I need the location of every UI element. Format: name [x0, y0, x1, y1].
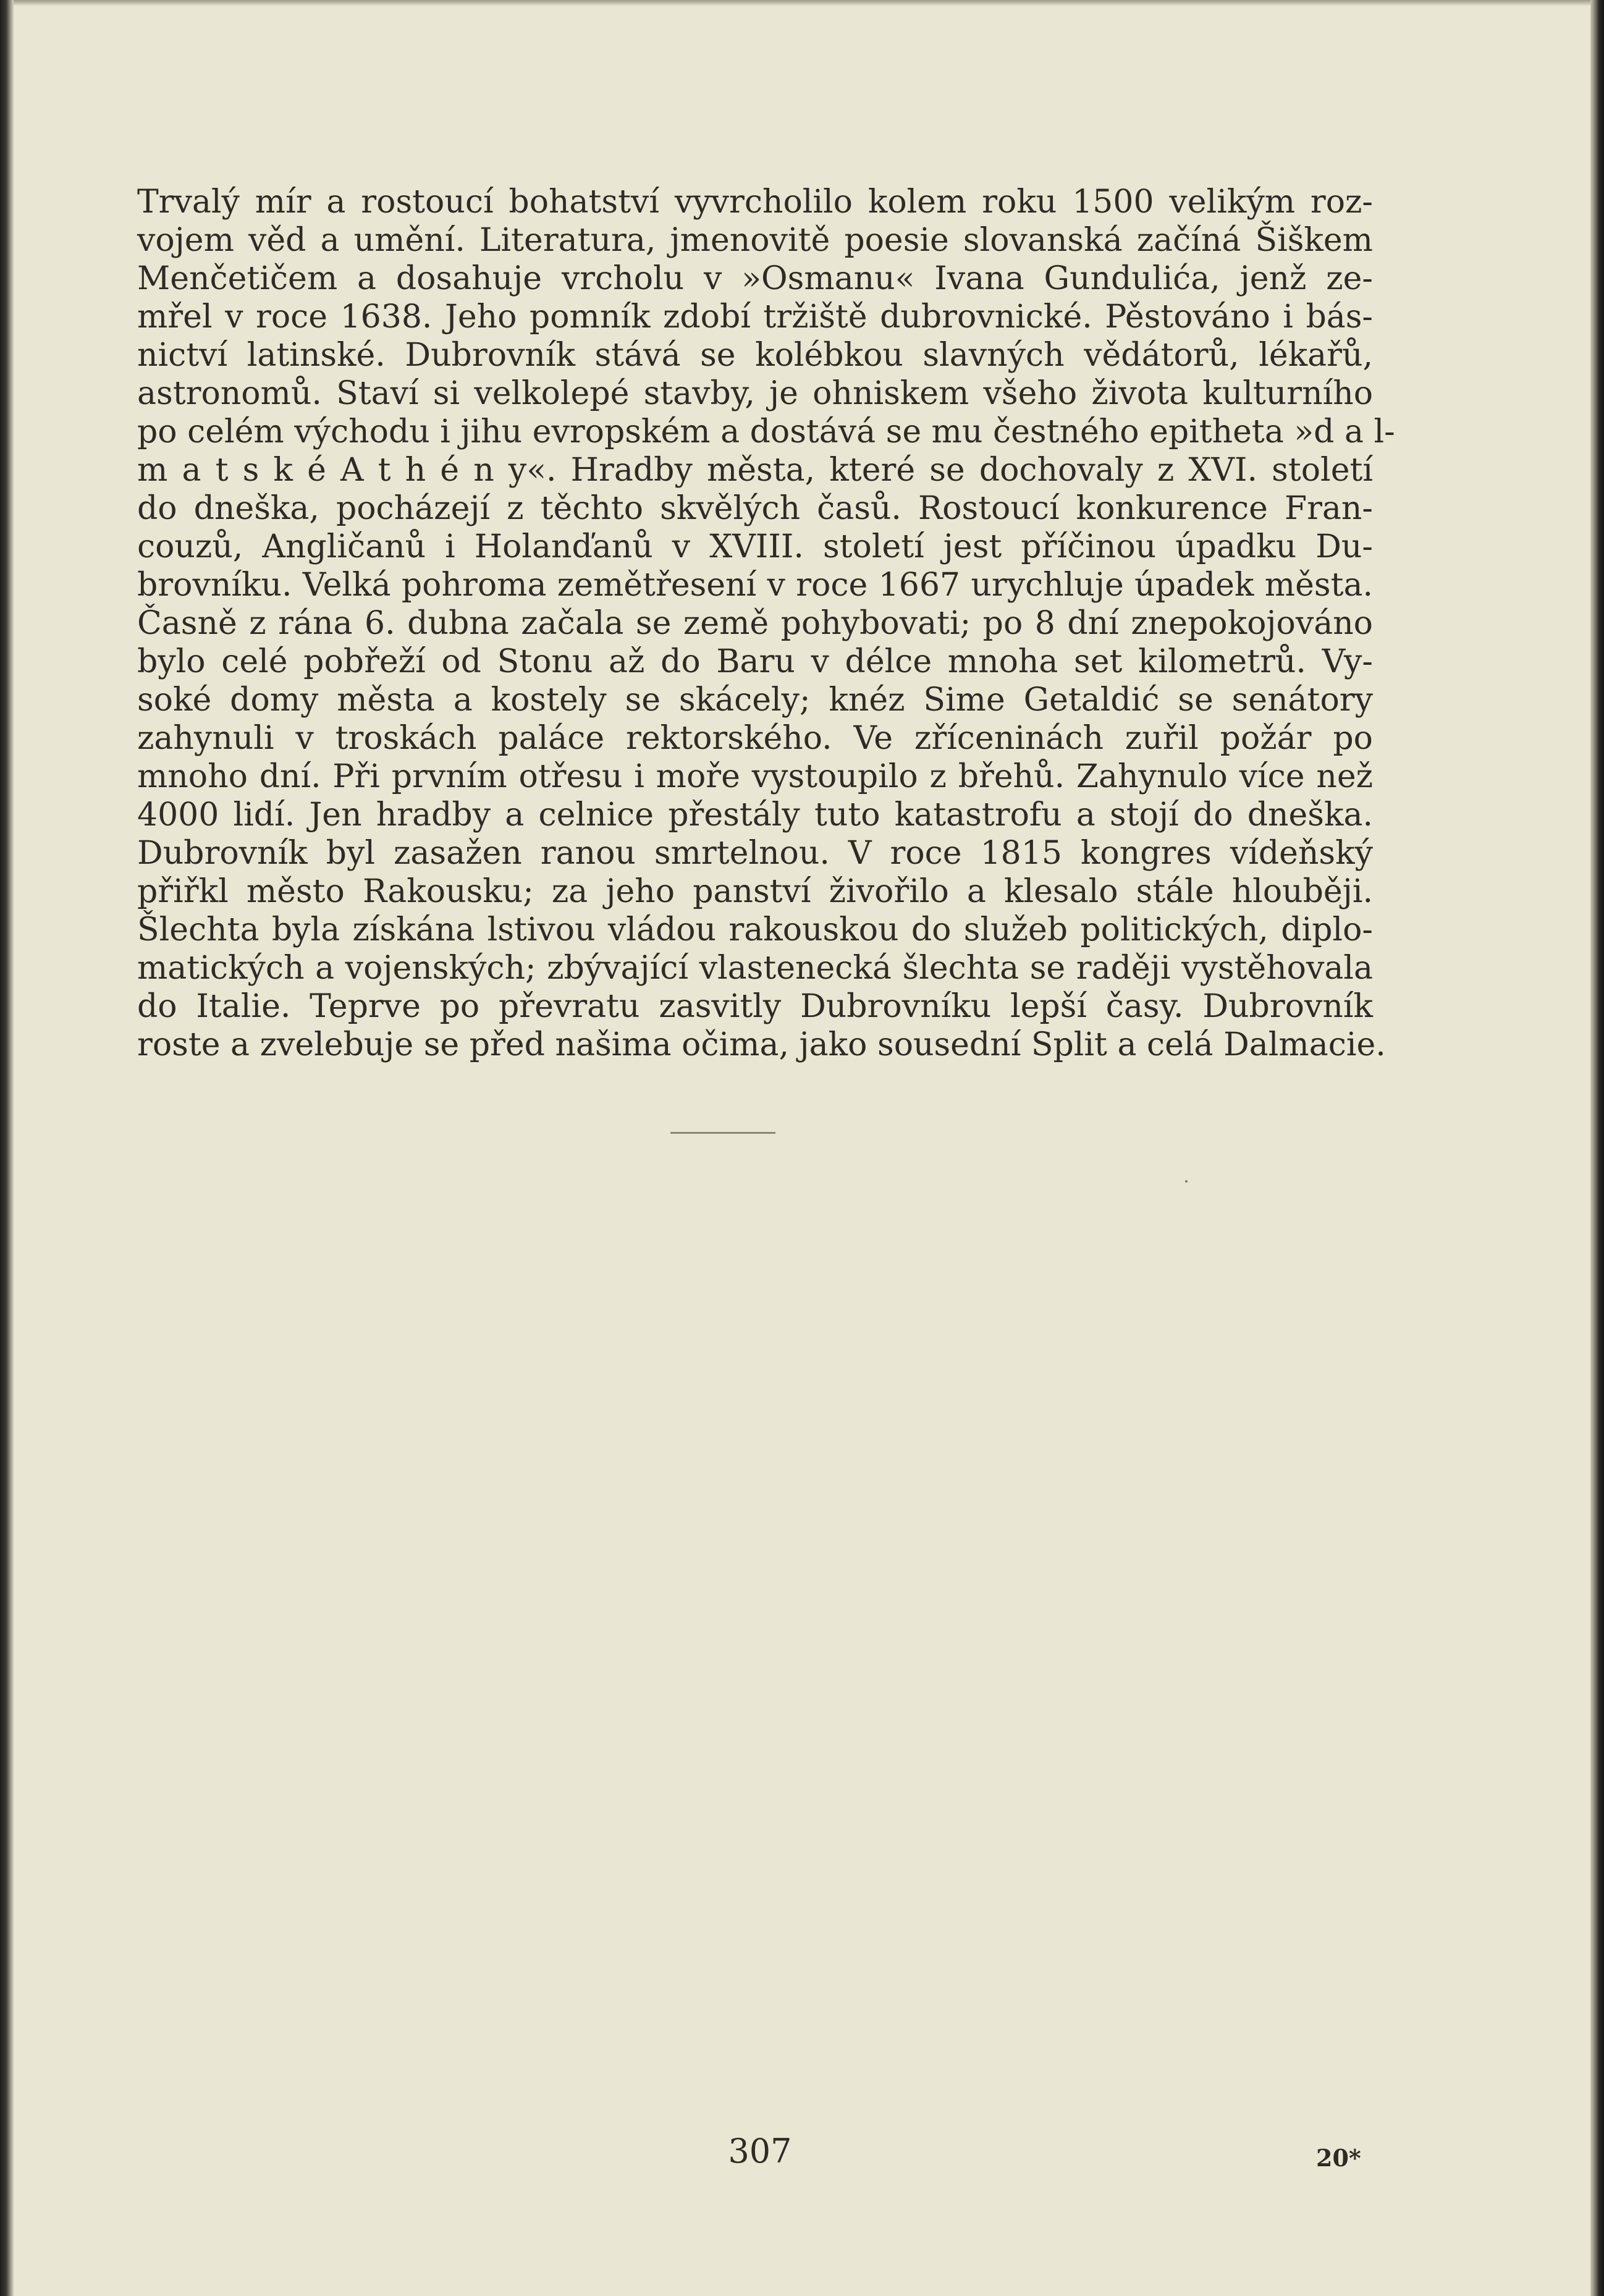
page-top-edge [0, 0, 1604, 6]
text-line: mřel v roce 1638. Jeho pomník zdobí tržiště dubrovnické. Pěstováno i bás- [137, 298, 1373, 336]
text-line: přiřkl město Rakousku; za jeho panství živořilo a klesalo stále hlouběji. [137, 873, 1373, 910]
text-line: vojem věd a umění. Literatura, jmenovitě poesie slovanská začíná Šiškem [137, 222, 1373, 259]
book-binding-edge [0, 0, 14, 2296]
page-right-edge [1590, 0, 1604, 2296]
text-line: soké domy města a kostely se skácely; knéz Sime Getaldić se senátory [137, 682, 1373, 719]
page-number: 307 [728, 2132, 792, 2171]
text-line: Menčetičem a dosahuje vrcholu v »Osmanu« Ivana Gundulića, jenž ze- [137, 260, 1373, 297]
text-line-last: roste a zvelebuje se před našima očima, jako sousední Split a celá Dalmacie. [137, 1026, 1386, 1063]
section-separator-rule [670, 1132, 775, 1134]
text-line: po celém východu i jihu evropském a dostává se mu čestného epitheta »d a l- [137, 413, 1395, 450]
text-line: couzů, Angličanů i Holanďanů v XVIII. století jest příčinou úpadku Du- [137, 528, 1373, 565]
printer-signature-mark: 20* [1316, 2144, 1361, 2172]
text-line: Časně z rána 6. dubna začala se země pohybovati; po 8 dní znepokojováno [137, 605, 1373, 642]
paper-speck [1185, 1180, 1188, 1183]
text-line: do Italie. Teprve po převratu zasvitly Dubrovníku lepší časy. Dubrovník [137, 988, 1373, 1025]
text-line: zahynuli v troskách paláce rektorského. Ve zříceninách zuřil požár po [137, 720, 1373, 757]
text-line: Dubrovník byl zasažen ranou smrtelnou. V roce 1815 kongres vídeňský [137, 835, 1373, 872]
text-line: do dneška, pocházejí z těchto skvělých časů. Rostoucí konkurence Fran- [137, 490, 1373, 527]
text-line: Šlechta byla získána lstivou vládou rakouskou do služeb politických, diplo- [137, 911, 1373, 948]
text-line: brovníku. Velká pohroma zemětřesení v roce 1667 urychluje úpadek města. [137, 567, 1373, 604]
text-line: astronomů. Staví si velkolepé stavby, je ohniskem všeho života kulturního [137, 375, 1373, 412]
text-line: 4000 lidí. Jen hradby a celnice přestály tuto katastrofu a stojí do dneška. [137, 796, 1373, 834]
text-line: nictví latinské. Dubrovník stává se kolébkou slavných vědátorů, lékařů, [137, 337, 1373, 374]
text-line: Trvalý mír a rostoucí bohatství vyvrcholilo kolem roku 1500 velikým roz- [137, 184, 1373, 221]
body-paragraph [137, 183, 1395, 1064]
text-line: mnoho dní. Při prvním otřesu i moře vystoupilo z břehů. Zahynulo více než [137, 758, 1373, 795]
text-line: m a t s k é A t h é n y«. Hradby města, které se dochovaly z XVI. století [137, 452, 1373, 489]
text-line: bylo celé pobřeží od Stonu až do Baru v délce mnoha set kilometrů. Vy- [137, 643, 1373, 680]
text-line: matických a vojenských; zbývající vlastenecká šlechta se raději vystěhovala [137, 950, 1373, 987]
